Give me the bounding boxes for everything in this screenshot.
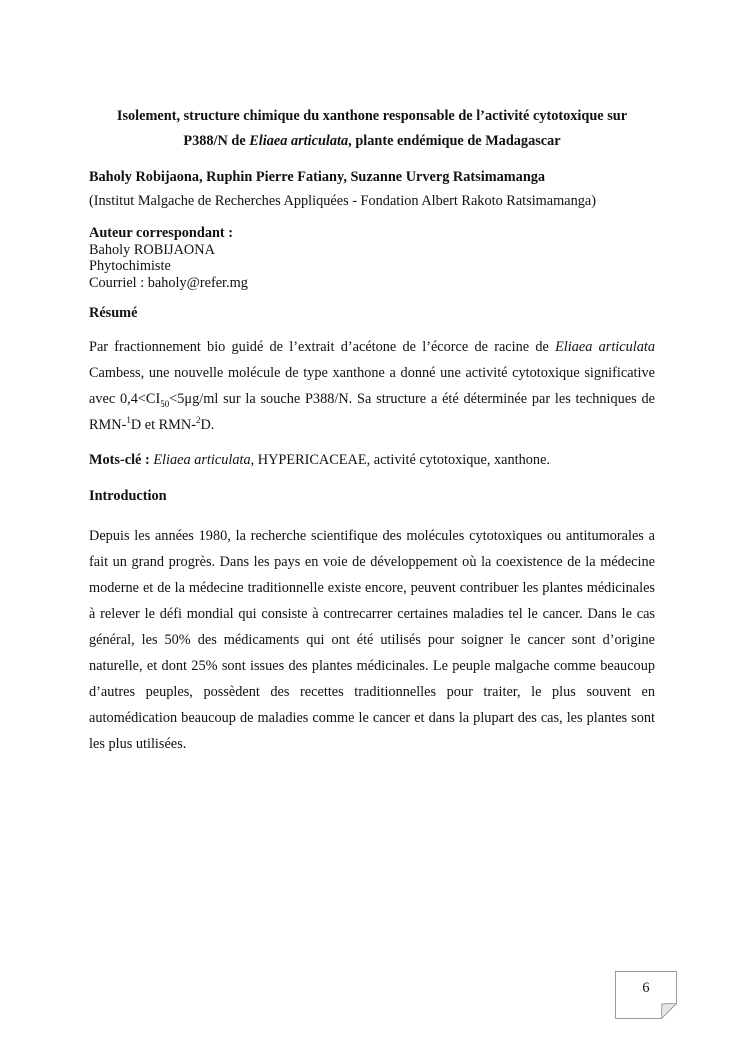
corresponding-label: Auteur correspondant : [89,225,234,241]
corresponding-name: Baholy ROBIJAONA [89,241,215,258]
abstract-part-2: Cambess, une nouvelle molécule de type xanthone a donné une activité cytotoxique significative avec 0,4<CI [89,365,655,407]
introduction-text: Depuis les années 1980, la recherche scientifique des molécules cytotoxiques ou antitumorales a fait un grand progrès. Dans les pays en voie de développement où la coexistence de la médecine moderne et de la médecine traditionnelle existe encore, peuvent contribuer les plantes médicinales à relever le défi mondial qui consiste à contrecarrer certaines maladies tel le cancer. Dans le cas général, les 50% des médicaments qui ont été utilisés pour soigner le cancer sont d’origine naturelle, et dont 25% sont issues des plantes médicinales. Le peuple malgache comme beaucoup d’autres peuples, possèdent des recettes traditionnelles pour traiter, le plus souvent en automédication beaucoup de maladies comme le cancer et dans la plupart des cas, les plantes sont les plus utilisées. [89,528,655,752]
title-line-2-pre: P388/N de [183,133,250,149]
introduction-heading: Introduction [89,488,167,504]
abstract-text [89,334,655,438]
keywords-species: Eliaea articulata [153,452,251,468]
abstract-part-1: Par fractionnement bio guidé de l’extrait d’acétone de l’écorce de racine de [89,339,556,355]
title-line-2-post: , plante endémique de Madagascar [348,133,561,149]
abstract-part-3: <5μg/ml sur la souche P388/N. Sa structure a été déterminée par les techniques de RMN- [89,391,655,433]
page-number-box [615,971,677,1019]
keywords [89,450,655,470]
keywords-label: Mots-clé : [89,452,154,468]
page-curl-icon [661,1003,677,1019]
keywords-list: , HYPERICACEAE, activité cytotoxique, xanthone. [250,452,550,468]
abstract-species: Eliaea articulata [555,339,655,355]
abstract-part-4: D et RMN- [130,417,196,433]
title-line-2 [89,129,655,154]
title-species: Eliaea articulata [249,133,349,149]
corresponding-email: Courriel : baholy@refer.mg [89,274,248,291]
abstract-superscript-2: 2 [195,415,201,426]
corresponding-role: Phytochimiste [89,258,171,274]
abstract-subscript: 50 [160,398,170,409]
paper-title [89,104,655,154]
title-line-1: Isolement, structure chimique du xanthone responsable de l’activité cytotoxique sur [116,108,628,124]
abstract-superscript-1: 1 [126,415,131,426]
page-number: 6 [642,980,650,996]
corresponding-author [89,225,655,291]
paper-page [89,104,655,757]
author-list: Baholy Robijaona, Ruphin Pierre Fatiany, Suzanne Urverg Ratsimamanga [89,169,546,185]
affiliation: (Institut Malgache de Recherches Appliquées - Fondation Albert Rakoto Ratsimamanga) [89,193,597,209]
abstract-heading: Résumé [89,305,138,321]
abstract-part-5: D. [200,417,215,433]
